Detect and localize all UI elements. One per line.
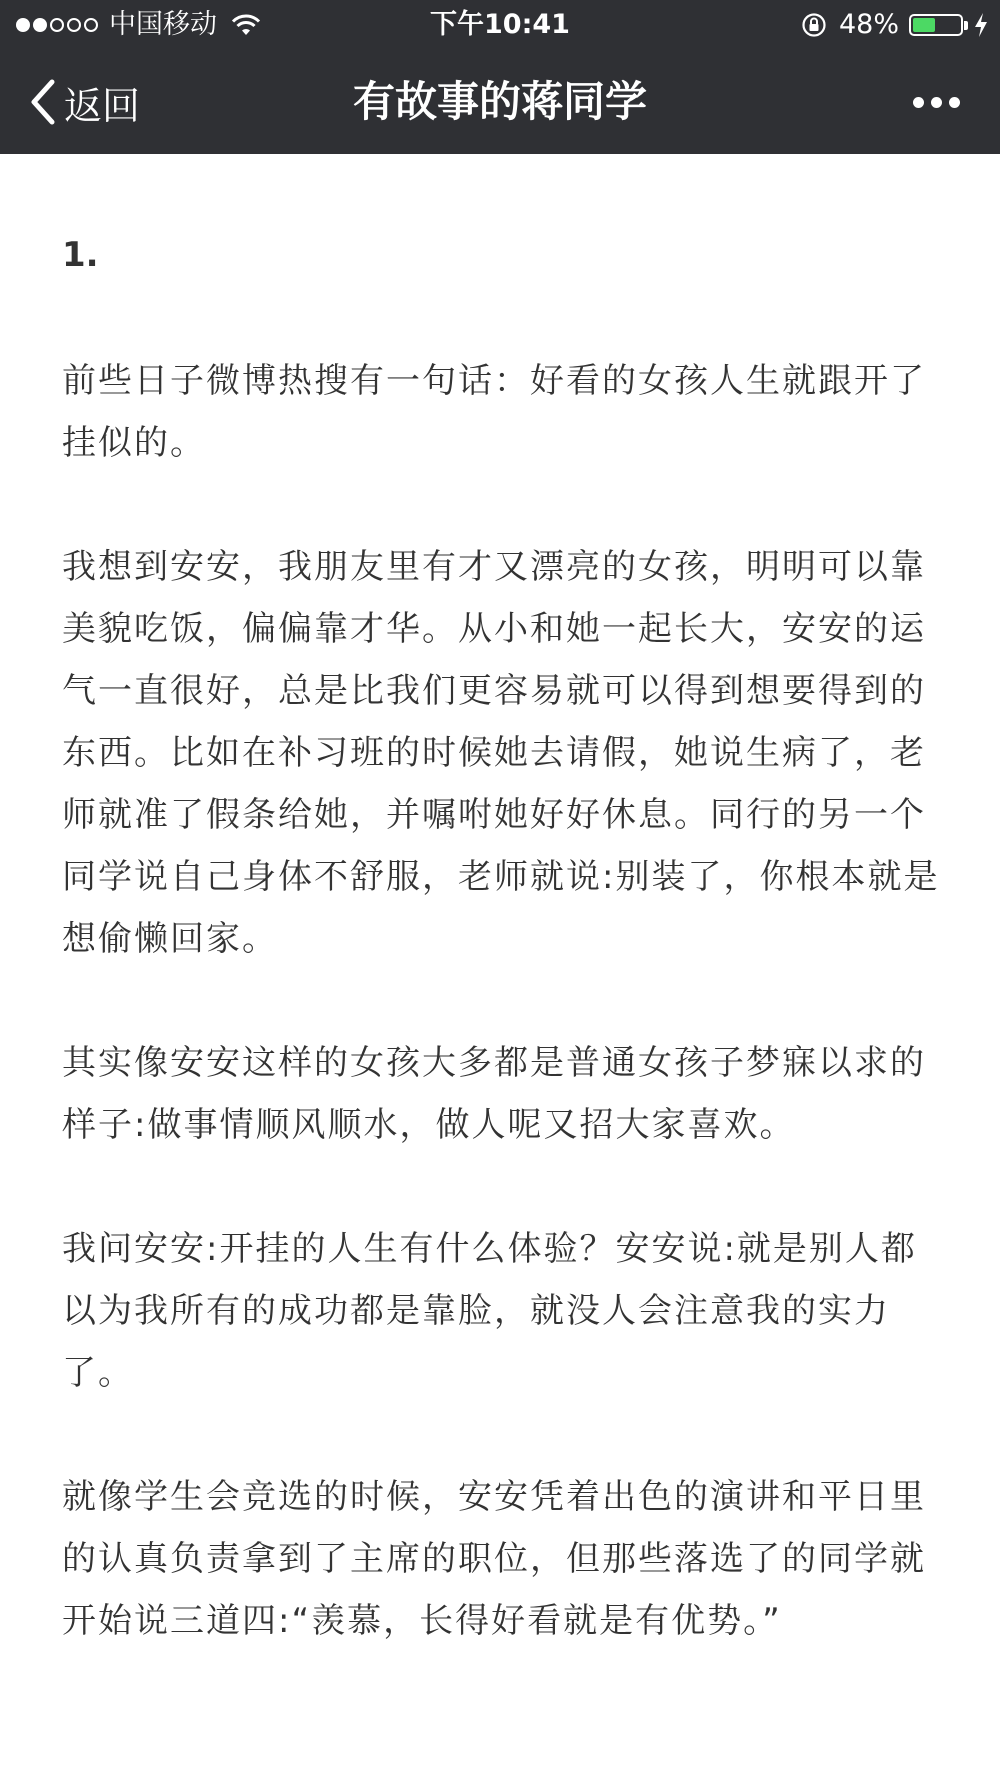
- battery-icon: [909, 14, 963, 36]
- more-dots-icon: [913, 97, 924, 108]
- back-label: 返回: [64, 83, 141, 128]
- status-right: [801, 0, 988, 50]
- more-dots-icon: [949, 97, 960, 108]
- paragraph: 就像学生会竞选的时候，安安凭着出色的演讲和平日里的认真负责拿到了主席的职位，但那些落选了的同学就开始说三道四:“羡慕，长得好看就是有优势。”: [62, 1477, 926, 1641]
- more-dots-icon: [931, 97, 942, 108]
- top-bar: [0, 0, 1000, 154]
- charging-bolt-icon: [974, 13, 988, 37]
- battery-tip: [964, 21, 968, 30]
- carrier-name: 中国移动: [109, 9, 217, 40]
- page-title: 有故事的蒋同学: [352, 77, 647, 126]
- more-button[interactable]: [906, 50, 960, 154]
- status-bar: [0, 0, 1000, 50]
- paragraph: 前些日子微博热搜有一句话：好看的女孩人生就跟开了挂似的。: [62, 361, 926, 463]
- paragraph: 其实像安安这样的女孩大多都是普通女孩子梦寐以求的样子:做事情顺风顺水，做人呢又招大家喜欢。: [62, 1043, 926, 1145]
- status-time: 下午10:41: [430, 9, 570, 40]
- battery-level-fill: [913, 18, 935, 32]
- rotation-lock-icon: [801, 12, 827, 38]
- section-number: 1.: [62, 235, 99, 275]
- paragraph: 我想到安安，我朋友里有才又漂亮的女孩，明明可以靠美貌吃饭，偏偏靠才华。从小和她一起长大，安安的运气一直很好，总是比我们更容易就可以得到想要得到的东西。比如在补习班的时候她去请假，她说生病了，老师就准了假条给她，并嘱咐她好好休息。同行的另一个同学说自己身体不舒服，老师就说:别装了，你根本就是想偷懒回家。: [62, 547, 940, 959]
- paragraph: 我问安安:开挂的人生有什么体验？安安说:就是别人都以为我所有的成功都是靠脸，就没人会注意我的实力了。: [62, 1229, 917, 1393]
- nav-bar: [0, 50, 1000, 154]
- article-body: [62, 154, 952, 1652]
- battery-percent: 48%: [838, 9, 899, 40]
